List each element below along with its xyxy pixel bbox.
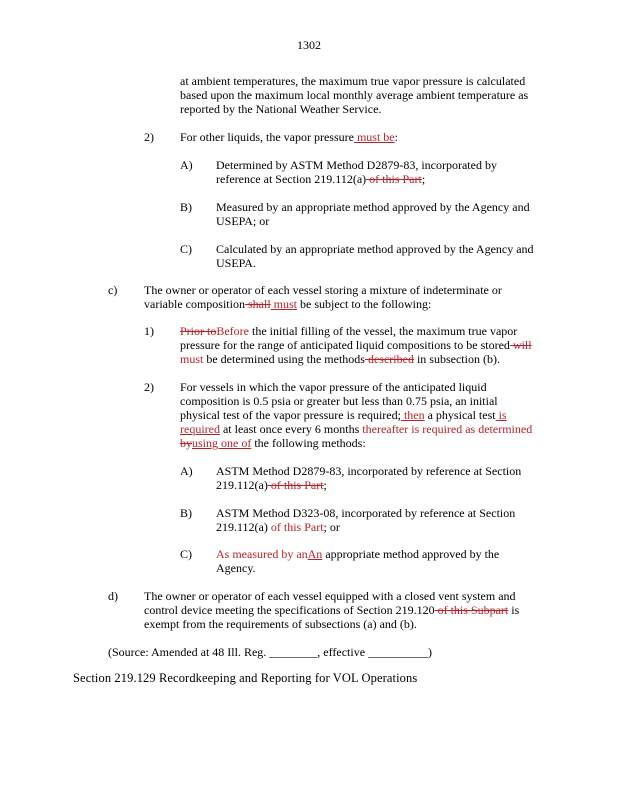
insertion: using one of bbox=[192, 436, 252, 450]
line: ASTM Method D2879-83, incorporated by reference at Section bbox=[216, 464, 522, 478]
item-number: 1) bbox=[144, 324, 154, 338]
item-b2C-text bbox=[216, 242, 534, 270]
item-number: A) bbox=[180, 464, 193, 478]
item-c1-text bbox=[180, 324, 532, 366]
text: variable composition bbox=[144, 297, 245, 311]
item-b2B-text bbox=[216, 200, 530, 228]
text: ; bbox=[323, 478, 327, 492]
line: USEPA; or bbox=[216, 214, 270, 228]
intro-line-2: based upon the maximum local monthly average ambient temperature as bbox=[180, 88, 529, 102]
insertion: As measured by an bbox=[216, 547, 308, 561]
line: ASTM Method D323-08, incorporated by reference at Section bbox=[216, 506, 516, 520]
line: The owner or operator of each vessel equipped with a closed vent system and bbox=[144, 589, 516, 603]
line: The owner or operator of each vessel storing a mixture of indeterminate or bbox=[144, 283, 502, 297]
line: Measured by an appropriate method approved by the Agency and bbox=[216, 200, 530, 214]
text: at least once every 6 months bbox=[219, 422, 360, 436]
insertion: must bbox=[270, 297, 297, 311]
text: pressure for the range of anticipated liquid compositions to be stored bbox=[180, 338, 510, 352]
item-c-text bbox=[144, 283, 502, 311]
line: Determined by ASTM Method D2879-83, incorporated by bbox=[216, 158, 497, 172]
item-number: d) bbox=[108, 589, 118, 603]
text: physical test of the vapor pressure is required; bbox=[180, 408, 401, 422]
text: appropriate method approved by the bbox=[322, 547, 500, 561]
text: ) bbox=[428, 645, 433, 659]
text: be determined using the methods bbox=[203, 352, 365, 366]
text: be subject to the following: bbox=[297, 297, 432, 311]
text: reference at Section 219.112(a) bbox=[216, 172, 367, 186]
item-number: 2) bbox=[144, 130, 154, 144]
insertion: must be bbox=[353, 130, 395, 144]
text: the initial filling of the vessel, the maximum true vapor bbox=[249, 324, 518, 338]
insertion: Before bbox=[216, 324, 249, 338]
deletion: Prior to bbox=[180, 324, 217, 338]
item-c2C-text bbox=[216, 547, 499, 575]
blank: __________ bbox=[368, 645, 429, 659]
insertion: required bbox=[180, 422, 220, 436]
item-b2-text bbox=[180, 130, 398, 144]
insertion: thereafter is required as determined bbox=[359, 422, 533, 436]
insertion: must bbox=[180, 352, 204, 366]
insertion: of this Part bbox=[267, 520, 324, 534]
insertion: then bbox=[400, 408, 425, 422]
blank: ________ bbox=[269, 645, 318, 659]
deletion: of this Part bbox=[366, 172, 422, 186]
text: : bbox=[394, 130, 398, 144]
page-number: 1302 bbox=[297, 38, 321, 52]
section-heading: Section 219.129 Recordkeeping and Reporting for VOL Operations bbox=[73, 671, 418, 685]
item-number: c) bbox=[108, 283, 118, 297]
text: 219.112(a) bbox=[216, 478, 268, 492]
insertion: is bbox=[495, 408, 507, 422]
text: 219.112(a) bbox=[216, 520, 268, 534]
item-number: B) bbox=[180, 200, 192, 214]
source-note bbox=[108, 645, 432, 659]
text: control device meeting the specifications of Section 219.120 bbox=[144, 603, 435, 617]
deletion: of this Subpart bbox=[434, 603, 509, 617]
intro-line-3: reported by the National Weather Service. bbox=[180, 102, 382, 116]
item-number: A) bbox=[180, 158, 193, 172]
text: For other liquids, the vapor pressure bbox=[180, 130, 354, 144]
line: exempt from the requirements of subsections (a) and (b). bbox=[144, 617, 417, 631]
item-c2A-text bbox=[216, 464, 521, 492]
deletion: shall bbox=[244, 297, 271, 311]
text: , effective bbox=[317, 645, 369, 659]
item-c2-text bbox=[180, 380, 532, 450]
text: a physical test bbox=[424, 408, 496, 422]
intro-paragraph bbox=[180, 74, 528, 116]
text: is bbox=[508, 603, 520, 617]
text: the following methods: bbox=[251, 436, 366, 450]
text: (Source: Amended at 48 Ill. Reg. bbox=[108, 645, 270, 659]
text: ; bbox=[421, 172, 426, 186]
line: USEPA. bbox=[216, 256, 256, 270]
line: Calculated by an appropriate method approved by the Agency and bbox=[216, 242, 534, 256]
item-number: 2) bbox=[144, 380, 154, 394]
insertion: An bbox=[307, 547, 323, 561]
text: ; or bbox=[323, 520, 340, 534]
item-number: C) bbox=[180, 547, 192, 561]
item-c2B-text bbox=[216, 506, 515, 534]
deletion: described bbox=[364, 352, 414, 366]
line: For vessels in which the vapor pressure of the anticipated liquid bbox=[180, 380, 487, 394]
deletion: will bbox=[509, 338, 532, 352]
text: in subsection (b). bbox=[413, 352, 500, 366]
deletion: of this Part bbox=[267, 478, 324, 492]
deletion: by bbox=[180, 436, 192, 450]
line: Agency. bbox=[216, 561, 256, 575]
line: composition is 0.5 psia or greater but less than 0.75 psia, an initial bbox=[180, 394, 498, 408]
item-number: B) bbox=[180, 506, 192, 520]
item-b2A-text bbox=[216, 158, 497, 186]
intro-line-1: at ambient temperatures, the maximum true vapor pressure is calculated bbox=[180, 74, 526, 88]
item-number: C) bbox=[180, 242, 192, 256]
item-d-text bbox=[144, 589, 519, 631]
